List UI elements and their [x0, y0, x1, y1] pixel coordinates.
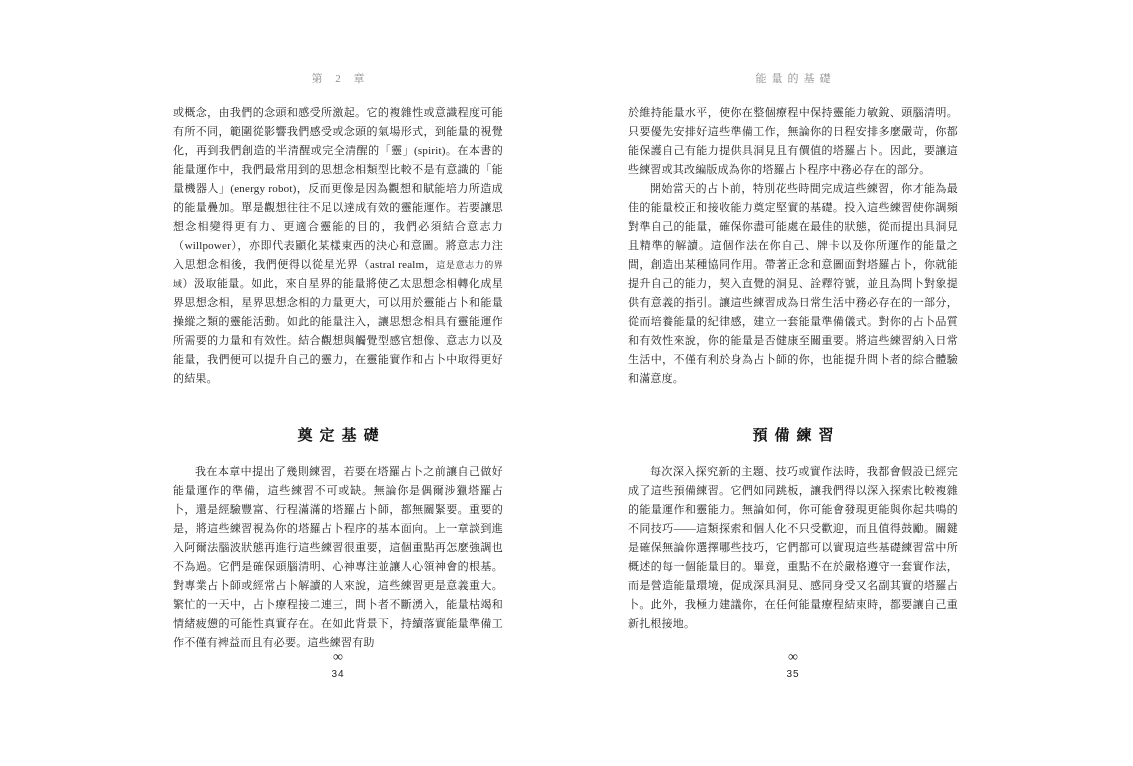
running-head-section: 能量的基礎	[755, 73, 836, 85]
infinity-ornament-icon: ∞	[333, 650, 343, 665]
page-number: 34	[331, 669, 345, 680]
paragraph: 我在本章中提出了幾則練習，若要在塔羅占卜之前讓自己做好能量運作的準備，這些練習不可或缺。無論你是偶爾涉獵塔羅占卜，還是經驗豐富、行程滿滿的塔羅占卜師，都無關緊要。重要的是，將這些練習視為你的塔羅占卜程序的基本面向。上一章談到進入阿爾法腦波狀態再進行這些練習很重要，這個重點再怎麼強調也不為過。它們是確保頭腦清明、心神專注並讓人心領神會的根基。對專業占卜師或經常占卜解讀的人來說，這些練習更是意義重大。繁忙的一天中，占卜療程接二連三，問卜者不斷湧入，能量枯竭和情緒疲憊的可能性真實存在。在如此背景下，持續落實能量準備工作不僅有裨益而且有必要。這些練習有助	[173, 466, 503, 649]
paragraph: 開始當天的占卜前，特別花些時間完成這些練習，你才能為最佳的能量校正和接收能力奠定堅實的基礎。投入這些練習使你調頻對準自己的能量，確保你盡可能處在最佳的狀態，從而提出具洞見且精準的解讀。這個作法在你自己、牌卡以及你所運作的能量之間，創造出某種協同作用。帶著正念和意圖面對塔羅占卜，你就能提升自己的能力，契入直覺的洞見、詮釋符號，並且為問卜對象提供有意義的指引。讓這些練習成為日常生活中務必存在的一部分，從而培養能量的紀律感，建立一套能量準備儀式。對你的占卜品質和有效性來說，你的能量是否健康至關重要。將這些練習納入日常生活中，不僅有利於身為占卜師的你，也能提升問卜者的綜合體驗和滿意度。	[628, 183, 958, 385]
right-body-text	[628, 104, 958, 634]
left-body-text	[173, 104, 503, 653]
paragraph-continuation	[173, 104, 503, 389]
left-page	[0, 0, 566, 766]
right-page-footer	[628, 651, 958, 681]
infinity-ornament-icon: ∞	[788, 650, 798, 665]
left-page-footer	[173, 651, 503, 681]
section-heading-preparatory: 預備練習	[752, 428, 841, 444]
paragraph-text: 或概念，由我們的念頭和感受所激起。它的複雜性或意識程度可能有所不同，範圍從影響我們感受或念頭的氣場形式，到能量的視覺化，再到我們創造的半清醒或完全清醒的「靈」(spirit)。在本書的能量運作中，我們最常用到的思想念相類型比較不是有意識的「能量機器人」(energy robot)，反而更像是因為觀想和賦能培力所造成的能量疊加。單是觀想往往不足以達成有效的靈能運作。若要讓思想念相變得更有力、更適合靈能的目的，我們必須結合意志力（willpower），亦即代表顯化某樣東西的決心和意圖。將意志力注入思想念相後，我們便得以從星光界（astral realm，	[173, 107, 503, 271]
paragraph-text: ）汲取能量。如此，來自星界的能量將使乙太思想念相轉化成星界思想念相，星界思想念相的力量更大，可以用於靈能占卜和能量操縱之類的靈能活動。如此的能量注入，讓思想念相具有靈能運作所需要的力量和有效性。結合觀想與觸覺型感官想像、意志力以及能量，我們便可以提升自己的靈力，在靈能實作和占卜中取得更好的結果。	[173, 278, 503, 385]
paragraph: 每次深入探究新的主題、技巧或實作法時，我都會假設已經完成了這些預備練習。它們如同跳板，讓我們得以深入探索比較複雜的能量運作和靈能力。無論如何，你可能會發現更能與你起共鳴的不同技巧——這類探索和個人化不只受歡迎，而且值得鼓勵。關鍵是確保無論你選擇哪些技巧，它們都可以實現這些基礎練習當中所概述的每一個能量目的。畢竟，重點不在於嚴格遵守一套實作法，而是營造能量環境，促成深具洞見、感同身受又名副其實的塔羅占卜。此外，我極力建議你，在任何能量療程結束時，都要讓自己重新扎根接地。	[628, 466, 958, 630]
running-head-chapter: 第 2 章	[311, 73, 370, 85]
section-heading-foundation: 奠定基礎	[297, 428, 386, 444]
left-text-column	[173, 0, 503, 766]
right-text-column	[628, 0, 958, 766]
paragraph-continuation: 於維持能量水平，使你在整個療程中保持靈能力敏銳、頭腦清明。只要優先安排好這些準備工作，無論你的日程安排多麼嚴苛，你都能保護自己有能力提供具洞見且有價值的塔羅占卜。因此，要讓這些練習或其改編版成為你的塔羅占卜程序中務必存在的部分。	[628, 107, 958, 176]
right-page	[567, 0, 1133, 766]
inline-small-note: 這是意志力的界域	[173, 260, 504, 289]
page-number: 35	[786, 669, 800, 680]
